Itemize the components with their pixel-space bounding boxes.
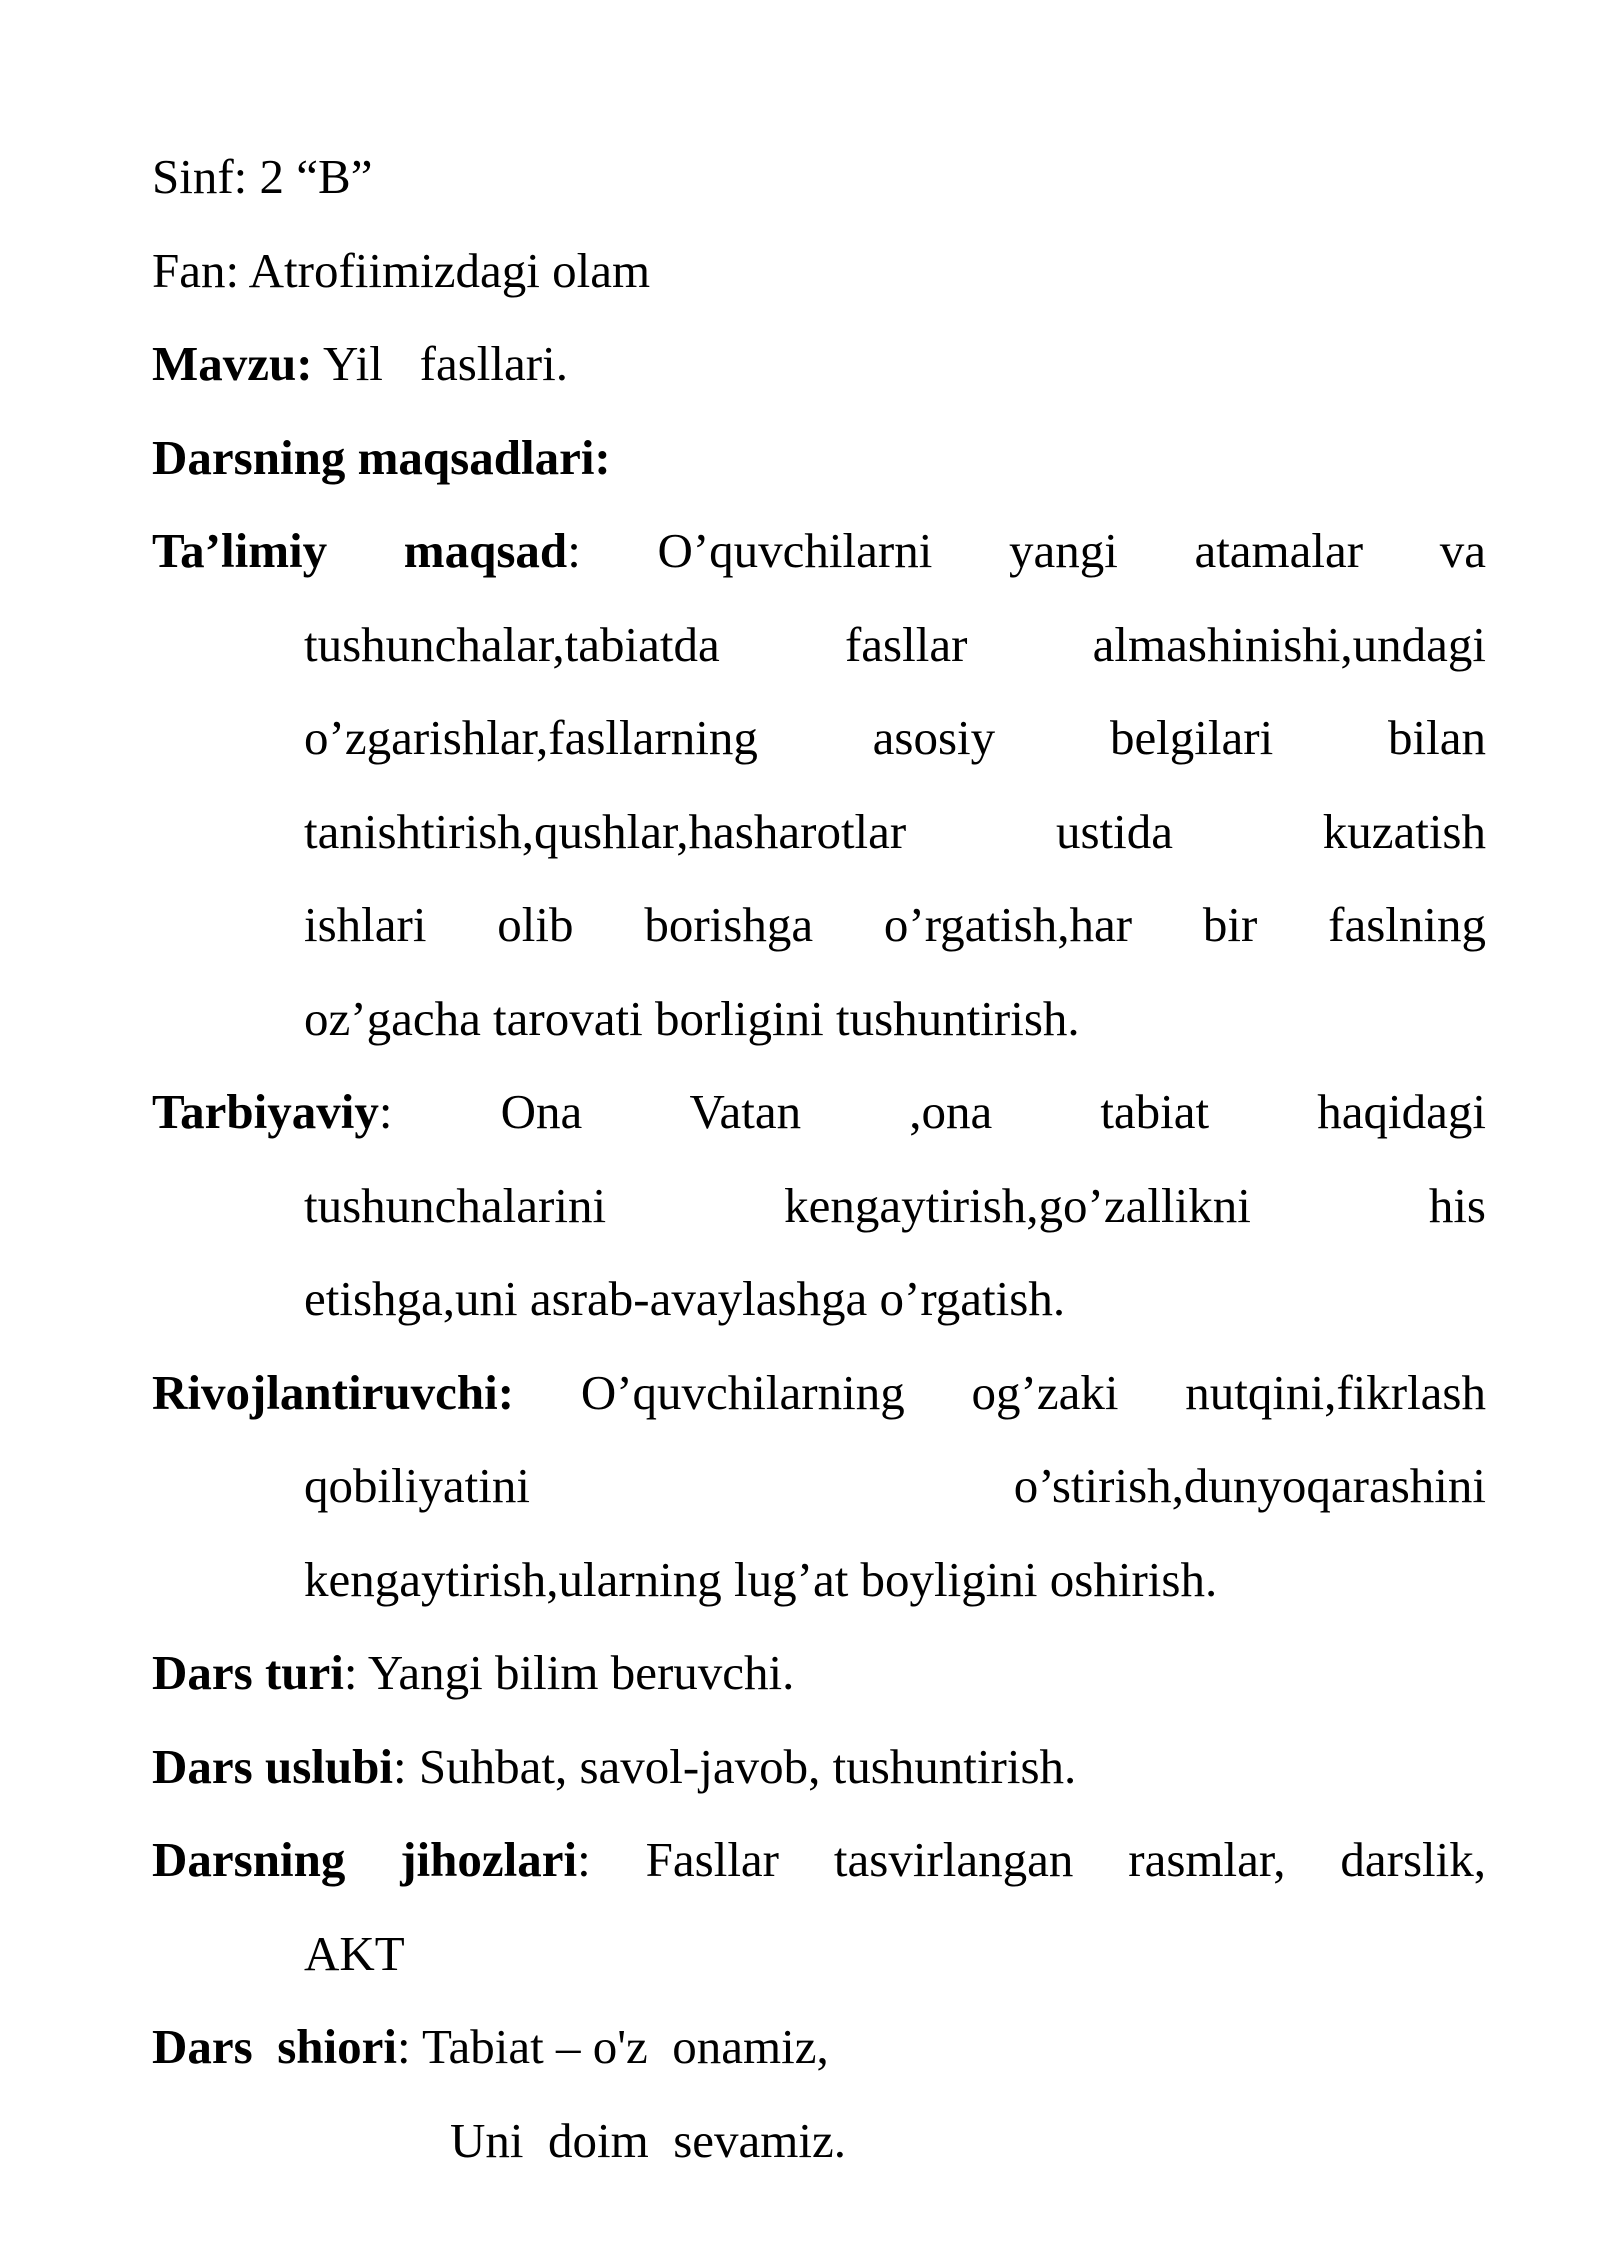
lesson-motto-line-2: Uni doim sevamiz.	[450, 2112, 847, 2168]
lesson-equipment-first-line	[152, 1813, 1486, 1907]
upbringing-goal-label: Tarbiyaviy	[152, 1084, 379, 1139]
lesson-method-line	[152, 1720, 1486, 1814]
upbringing-goal-sep: :	[378, 1084, 393, 1139]
developmental-goal-line-3: kengaytirish,ularning lug’at boyligini oshirish.	[304, 1551, 1218, 1607]
educational-goal-line-6: oz’gacha tarovati borligini tushuntirish.	[304, 990, 1080, 1046]
goals-heading-text: Darsning maqsadlari:	[152, 429, 611, 485]
lesson-type-line	[152, 1626, 1486, 1720]
upbringing-goal-line-1: Ona Vatan ,ona tabiat haqidagi	[500, 1084, 1486, 1139]
educational-goal-line-1: O’quvchilarni yangi atamalar va	[657, 523, 1486, 578]
lesson-method-value: : Suhbat, savol-javob, tushuntirish.	[393, 1738, 1077, 1794]
lesson-method-label: Dars uslubi	[152, 1738, 394, 1794]
upbringing-goal-line-3: etishga,uni asrab-avaylashga o’rgatish.	[304, 1271, 1066, 1326]
lesson-type-value: : Yangi bilim beruvchi.	[343, 1645, 795, 1700]
upbringing-goal-first-line	[152, 1065, 1486, 1159]
lesson-plan-page	[152, 130, 1486, 2187]
lesson-motto-line-1: : Tabiat – o'z onamiz,	[397, 2019, 829, 2074]
topic-value: Yil fasllari.	[323, 336, 568, 391]
subject-value: Atrofiimizdagi olam	[248, 242, 651, 298]
subject-line	[152, 224, 1486, 318]
goals-heading	[152, 411, 1486, 505]
educational-goal-line-2: tushunchalar,tabiatda fasllar almashinishi,undagi	[304, 616, 1486, 672]
lesson-equipment-line-1: : Fasllar tasvirlangan rasmlar, darslik,	[577, 1832, 1486, 1887]
educational-goal-line-5: ishlari olib borishga o’rgatish,har bir faslning	[304, 897, 1486, 952]
upbringing-goal-line-2: tushunchalarini kengaytirish,go’zallikni his	[304, 1177, 1486, 1233]
lesson-motto-label: Dars shiori	[152, 2019, 397, 2074]
educational-goal-line-4: tanishtirish,qushlar,hasharotlar ustida kuzatish	[304, 803, 1486, 859]
developmental-goal-label: Rivojlantiruvchi:	[152, 1364, 515, 1420]
educational-goal-first-line	[152, 504, 1486, 598]
developmental-goal-first-line	[152, 1346, 1486, 1440]
educational-goal-sep: :	[567, 523, 581, 578]
lesson-type-label: Dars turi	[152, 1645, 344, 1700]
lesson-motto-first-line	[152, 2000, 1486, 2094]
lesson-equipment-line-2: AKT	[304, 1925, 405, 1981]
subject-label: Fan:	[152, 242, 240, 298]
educational-goal-label: Ta’limiy maqsad	[152, 523, 568, 578]
class-line	[152, 130, 1486, 224]
developmental-goal-line-1: O’quvchilarning og’zaki nutqini,fikrlash	[580, 1364, 1486, 1420]
class-label: Sinf:	[152, 149, 248, 204]
developmental-goal-line-2: qobiliyatini o’stirish,dunyoqarashini	[304, 1458, 1486, 1513]
class-value: 2 “B”	[259, 149, 373, 204]
lesson-equipment-label: Darsning jihozlari	[152, 1832, 578, 1887]
topic-label: Mavzu:	[152, 336, 313, 391]
topic-line	[152, 317, 1486, 411]
educational-goal-line-3: o’zgarishlar,fasllarning asosiy belgilari bilan	[304, 710, 1486, 765]
